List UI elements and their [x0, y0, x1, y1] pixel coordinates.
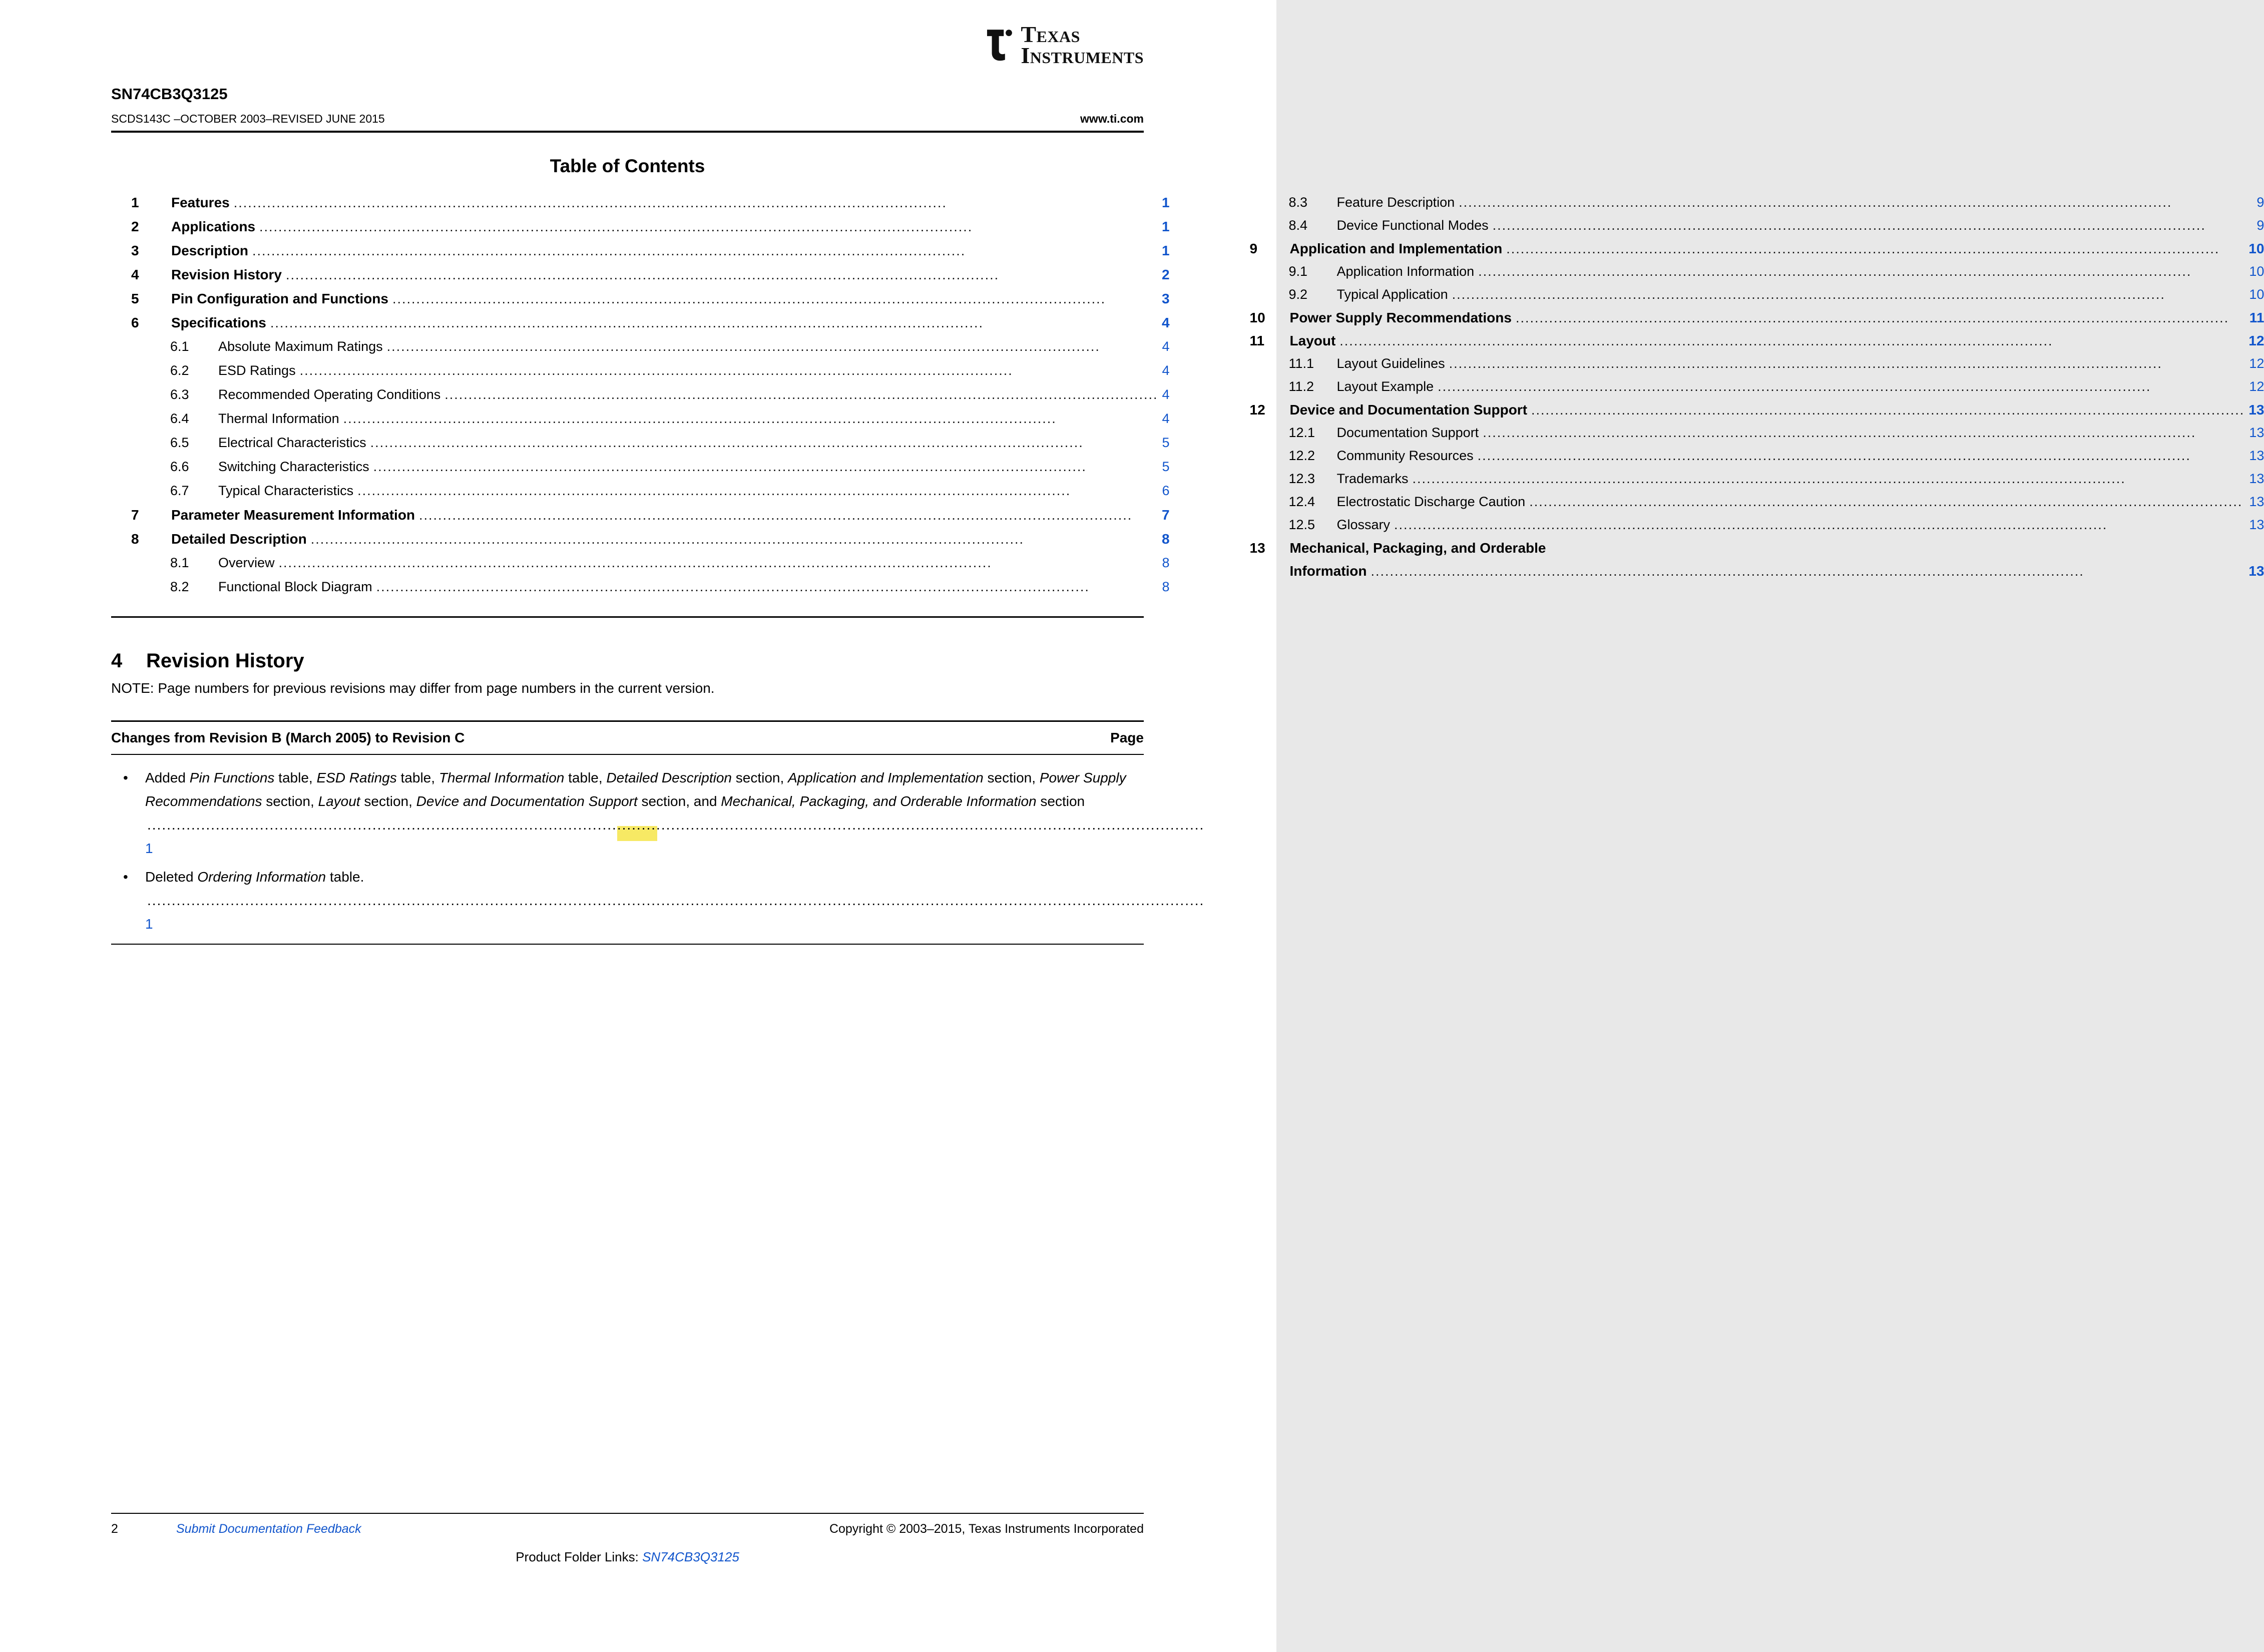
toc-entry[interactable] [1250, 241, 2264, 264]
toc-entry-number: 13 [1249, 540, 1265, 556]
toc-page-number[interactable]: 13 [2248, 402, 2264, 418]
toc-entry[interactable] [1250, 333, 2264, 356]
toc-entry[interactable] [1250, 517, 2264, 540]
dotted-leader [1459, 195, 2252, 210]
dotted-leader [1413, 471, 2245, 487]
toc-page-number[interactable]: 4 [1162, 387, 1170, 402]
toc-entry[interactable] [1250, 494, 2264, 517]
toc-entry[interactable] [131, 411, 1170, 435]
toc-page-number[interactable]: 11 [2249, 310, 2264, 325]
toc-entry[interactable] [131, 435, 1170, 459]
dotted-leader [343, 411, 1158, 427]
toc-entry-label: Pin Configuration and Functions [171, 291, 388, 306]
toc-page-number[interactable]: 10 [2248, 241, 2264, 256]
revision-note: NOTE: Page numbers for previous revisions may differ from page numbers in the current version. [111, 680, 715, 696]
toc-entry-label: Parameter Measurement Information [171, 507, 415, 523]
changes-heading: Changes from Revision B (March 2005) to Revision C [111, 730, 465, 745]
dotted-leader [444, 387, 1158, 402]
toc-page-number[interactable]: 8 [1162, 555, 1170, 570]
toc-page-number[interactable]: 3 [1161, 291, 1170, 306]
toc-page-number[interactable]: 10 [2249, 287, 2264, 302]
page-link[interactable]: 1 [145, 916, 153, 932]
page-link[interactable]: 1 [145, 841, 153, 856]
ti-website-link[interactable]: www.ti.com [1080, 112, 1144, 125]
toc-entry-label: Recommended Operating Conditions [218, 387, 441, 402]
footer-row [111, 1522, 1144, 1536]
toc-entry[interactable] [131, 555, 1170, 579]
toc-entry[interactable] [131, 507, 1170, 531]
toc-entry-number: 6.3 [170, 387, 189, 402]
changes-header-row [111, 722, 1144, 754]
dotted-leader [279, 555, 1158, 571]
toc-entry-number: 8.4 [1288, 218, 1308, 233]
toc-entry-label: Documentation Support [1336, 425, 1479, 440]
dotted-leader [392, 291, 1158, 307]
dotted-leader [1394, 517, 2245, 533]
toc-entry-number: 9 [1249, 241, 1258, 256]
toc-entry-number: 11.2 [1288, 379, 1314, 394]
dotted-leader [387, 339, 1158, 354]
toc-page-number[interactable]: 1 [1161, 219, 1170, 234]
toc-entry[interactable] [1250, 425, 2264, 448]
page-footer [111, 1513, 1144, 1565]
toc-entry-label: Application and Implementation [1289, 241, 1503, 256]
toc-entry-number: 9.2 [1288, 287, 1308, 302]
toc-page-number[interactable]: 4 [1162, 411, 1170, 426]
toc-entry-number: 8.2 [170, 579, 189, 594]
toc-entry[interactable] [131, 579, 1170, 603]
dotted-leader [373, 459, 1158, 475]
toc-entry-label: Trademarks [1336, 471, 1409, 486]
toc-page-number[interactable]: 4 [1161, 315, 1170, 330]
toc-entry-number: 6.5 [170, 435, 189, 450]
toc-entry-number: 11 [1249, 333, 1265, 348]
toc-entry-number: 5 [131, 291, 139, 306]
toc-page-number[interactable]: 13 [2249, 448, 2264, 463]
toc-entry[interactable] [1250, 540, 2264, 563]
toc-entry-label: Information [1289, 563, 1367, 579]
toc-entry[interactable] [1250, 402, 2264, 425]
toc-entry[interactable] [131, 195, 1170, 219]
toc-entry-label: Application Information [1336, 264, 1475, 279]
dotted-leader [376, 579, 1158, 595]
page-number: 2 [111, 1522, 118, 1536]
toc-entry-label: Revision History [171, 267, 282, 282]
dotted-leader [270, 315, 1158, 331]
dotted-leader [259, 219, 1158, 235]
toc-page-number[interactable]: 13 [2249, 425, 2264, 440]
page-header [111, 0, 1144, 133]
toc-entry[interactable] [131, 291, 1170, 315]
toc-entry-number: 6.4 [170, 411, 189, 426]
toc-page-number[interactable]: 1 [1161, 243, 1170, 258]
dotted-leader [1506, 241, 2244, 257]
toc-entry-label: Feature Description [1336, 195, 1455, 210]
product-folder-link[interactable]: SN74CB3Q3125 [642, 1549, 739, 1564]
toc-page-number[interactable]: 4 [1162, 363, 1170, 378]
product-folder-label: Product Folder Links: [516, 1549, 643, 1564]
toc-entry-number: 8.3 [1288, 195, 1308, 210]
toc-entry-label: Device Functional Modes [1336, 218, 1489, 233]
toc-entry-number: 12.4 [1288, 494, 1315, 509]
footer-rule [111, 1513, 1144, 1514]
toc-entry[interactable] [1250, 448, 2264, 471]
toc-entry-number: 1 [131, 195, 139, 210]
toc-entry[interactable] [1250, 356, 2264, 379]
toc-entry-label: ESD Ratings [218, 363, 296, 378]
highlight-annotation [617, 826, 657, 841]
toc-entry-number: 11.1 [1288, 356, 1314, 371]
toc-entry-label: Mechanical, Packaging, and Orderable [1289, 540, 1546, 556]
dotted-leader [147, 813, 1193, 837]
dotted-leader [1493, 218, 2253, 233]
toc-entry-label: Layout Guidelines [1336, 356, 1445, 371]
toc-entry-label: Device and Documentation Support [1289, 402, 1528, 418]
toc-entry[interactable] [131, 483, 1170, 507]
toc-entry-label: Community Resources [1336, 448, 1474, 463]
toc-entry-label: Power Supply Recommendations [1289, 310, 1512, 325]
toc-entry-label: Features [171, 195, 230, 210]
dotted-leader [1516, 310, 2245, 326]
toc-entry-number: 3 [131, 243, 139, 258]
dotted-leader [1529, 494, 2245, 510]
logo-line-texas: Texas [1021, 22, 1080, 47]
toc-entry-label: Specifications [171, 315, 266, 330]
dotted-leader [1478, 448, 2245, 464]
logo-line-instruments: Instruments [1021, 43, 1144, 69]
toc-entry[interactable] [131, 363, 1170, 387]
toc-entry-number: 9.1 [1288, 264, 1308, 279]
toc-entry-label: Functional Block Diagram [218, 579, 372, 594]
header-rule [111, 131, 1144, 133]
dotted-leader [1339, 333, 2244, 349]
change-bullet [111, 766, 1144, 860]
page-column-label: Page [1110, 730, 1144, 745]
toc-entry-label: Overview [218, 555, 275, 570]
toc-page-number[interactable]: 1 [1161, 195, 1170, 210]
dotted-leader [286, 267, 1158, 283]
document-code: SCDS143C –OCTOBER 2003–REVISED JUNE 2015 [111, 112, 385, 125]
table-of-contents [111, 195, 2264, 603]
product-number: SN74CB3Q3125 [111, 85, 228, 103]
change-bullet [111, 865, 1144, 936]
dotted-leader [252, 243, 1158, 259]
toc-entry-number: 6.7 [170, 483, 189, 498]
dotted-leader [1438, 379, 2245, 394]
toc-entry-label: Electrical Characteristics [218, 435, 366, 450]
toc-page-number[interactable]: 13 [2249, 517, 2264, 532]
toc-entry-number: 6.6 [170, 459, 189, 474]
toc-page-number[interactable]: 12 [2248, 333, 2264, 348]
changes-header-block [111, 720, 1144, 755]
toc-entry-number: 8.1 [170, 555, 189, 570]
feedback-link[interactable]: Submit Documentation Feedback [176, 1522, 361, 1536]
toc-page-number[interactable]: 4 [1162, 339, 1170, 354]
toc-entry-label: Absolute Maximum Ratings [218, 339, 383, 354]
toc-page-number[interactable]: 13 [2249, 471, 2264, 486]
toc-entry-number: 6.2 [170, 363, 189, 378]
toc-page-number[interactable]: 9 [2256, 218, 2264, 233]
dotted-leader [370, 435, 1158, 451]
dotted-leader [300, 363, 1158, 378]
toc-entry[interactable] [131, 459, 1170, 483]
toc-title: Table of Contents [550, 156, 705, 176]
changes-bottom-rule [111, 754, 1144, 755]
toc-entry-number: 4 [131, 267, 139, 282]
toc-entry[interactable] [131, 219, 1170, 243]
dotted-leader [234, 195, 1158, 211]
toc-entry[interactable] [1250, 310, 2264, 333]
toc-entry-label: Thermal Information [218, 411, 339, 426]
toc-left-column [111, 195, 1170, 603]
bullet-icon: • [123, 770, 128, 785]
toc-entry[interactable] [131, 339, 1170, 363]
toc-entry[interactable] [1250, 218, 2264, 241]
toc-entry-number: 2 [131, 219, 139, 234]
dotted-leader [1371, 563, 2245, 579]
change-bullet-text: Added Pin Functions table, ESD Ratings table, Thermal Information table, Detailed Description section, Application and Implementation section, Power Supply Recommendations section, Layout section, Device and Documentation Support section, and Mechanical, Packaging, and Orderable Information section.....1 [145, 766, 1196, 860]
toc-entry[interactable] [1250, 195, 2264, 218]
ti-logo-text [1021, 24, 1144, 67]
bullet-icon: • [123, 869, 128, 885]
toc-entry[interactable] [1250, 287, 2264, 310]
toc-entry[interactable] [131, 315, 1170, 339]
toc-entry-label: Description [171, 243, 249, 258]
toc-page-number[interactable]: 12 [2249, 379, 2264, 394]
dotted-leader [357, 483, 1158, 499]
product-folder-line [111, 1549, 1144, 1565]
toc-entry[interactable] [131, 267, 1170, 291]
toc-page-number[interactable]: 10 [2249, 264, 2264, 279]
toc-page-number[interactable]: 5 [1162, 435, 1170, 450]
toc-entry[interactable] [131, 387, 1170, 411]
list-end-rule [111, 944, 1144, 945]
toc-entry-number: 12 [1249, 402, 1265, 418]
toc-entry-number: 6 [131, 315, 139, 330]
toc-entry-number: 7 [131, 507, 139, 523]
toc-entry-label: Detailed Description [171, 531, 307, 547]
dotted-leader [1483, 425, 2245, 441]
dotted-leader [1452, 287, 2245, 302]
toc-entry-label: Typical Characteristics [218, 483, 354, 498]
toc-page-number[interactable]: 5 [1162, 459, 1170, 474]
toc-entry-number: 12.1 [1288, 425, 1315, 440]
toc-entry-label: Glossary [1336, 517, 1391, 532]
toc-entry-label: Electrostatic Discharge Caution [1336, 494, 1526, 509]
toc-entry-label: Switching Characteristics [218, 459, 369, 474]
toc-page-number[interactable]: 8 [1161, 531, 1170, 547]
toc-entry-label: Layout [1289, 333, 1336, 348]
dotted-leader [419, 507, 1158, 523]
toc-entry[interactable] [1250, 379, 2264, 402]
toc-entry[interactable] [131, 531, 1170, 555]
dotted-leader [1449, 356, 2245, 371]
toc-entry-label: Applications [171, 219, 256, 234]
toc-entry-number: 12.5 [1288, 517, 1315, 532]
toc-entry-label: Layout Example [1336, 379, 1434, 394]
toc-entry-number: 12.3 [1288, 471, 1315, 486]
ti-logo [983, 24, 1144, 67]
toc-page-number[interactable]: 7 [1161, 507, 1170, 523]
dotted-leader [1531, 402, 2244, 418]
toc-entry-number: 6.1 [170, 339, 189, 354]
copyright-text: Copyright © 2003–2015, Texas Instruments Incorporated [829, 1522, 1144, 1536]
toc-page-number[interactable]: 13 [2248, 563, 2264, 579]
toc-page-number[interactable]: 9 [2256, 195, 2264, 210]
toc-entry[interactable] [1250, 563, 2264, 586]
section-number: 4 [111, 650, 123, 672]
toc-page-number[interactable]: 12 [2249, 356, 2264, 371]
change-bullet-text: Deleted Ordering Information table. .....1 [145, 865, 1196, 936]
toc-entry[interactable] [1250, 471, 2264, 494]
toc-entry-number: 8 [131, 531, 139, 547]
toc-page-number[interactable]: 13 [2249, 494, 2264, 509]
dotted-leader [1478, 264, 2245, 279]
toc-page-number[interactable]: 2 [1161, 267, 1170, 282]
section-heading [111, 650, 1144, 672]
dotted-leader [311, 531, 1158, 547]
toc-entry-number: 12.2 [1288, 448, 1315, 463]
ti-logo-icon [983, 26, 1015, 65]
toc-entry[interactable] [131, 243, 1170, 267]
section-title: Revision History [146, 650, 304, 672]
toc-page-number[interactable]: 8 [1162, 579, 1170, 594]
revision-history-section [111, 650, 1144, 945]
toc-entry[interactable] [1250, 264, 2264, 287]
toc-entry-label: Typical Application [1336, 287, 1448, 302]
toc-entry-number: 10 [1249, 310, 1265, 325]
change-list [111, 766, 1144, 936]
toc-page-number[interactable]: 6 [1162, 483, 1170, 498]
doc-info-row [111, 112, 1144, 126]
dotted-leader [147, 889, 1193, 912]
toc-bottom-rule [111, 616, 1144, 618]
toc-right-column [1230, 195, 2264, 603]
